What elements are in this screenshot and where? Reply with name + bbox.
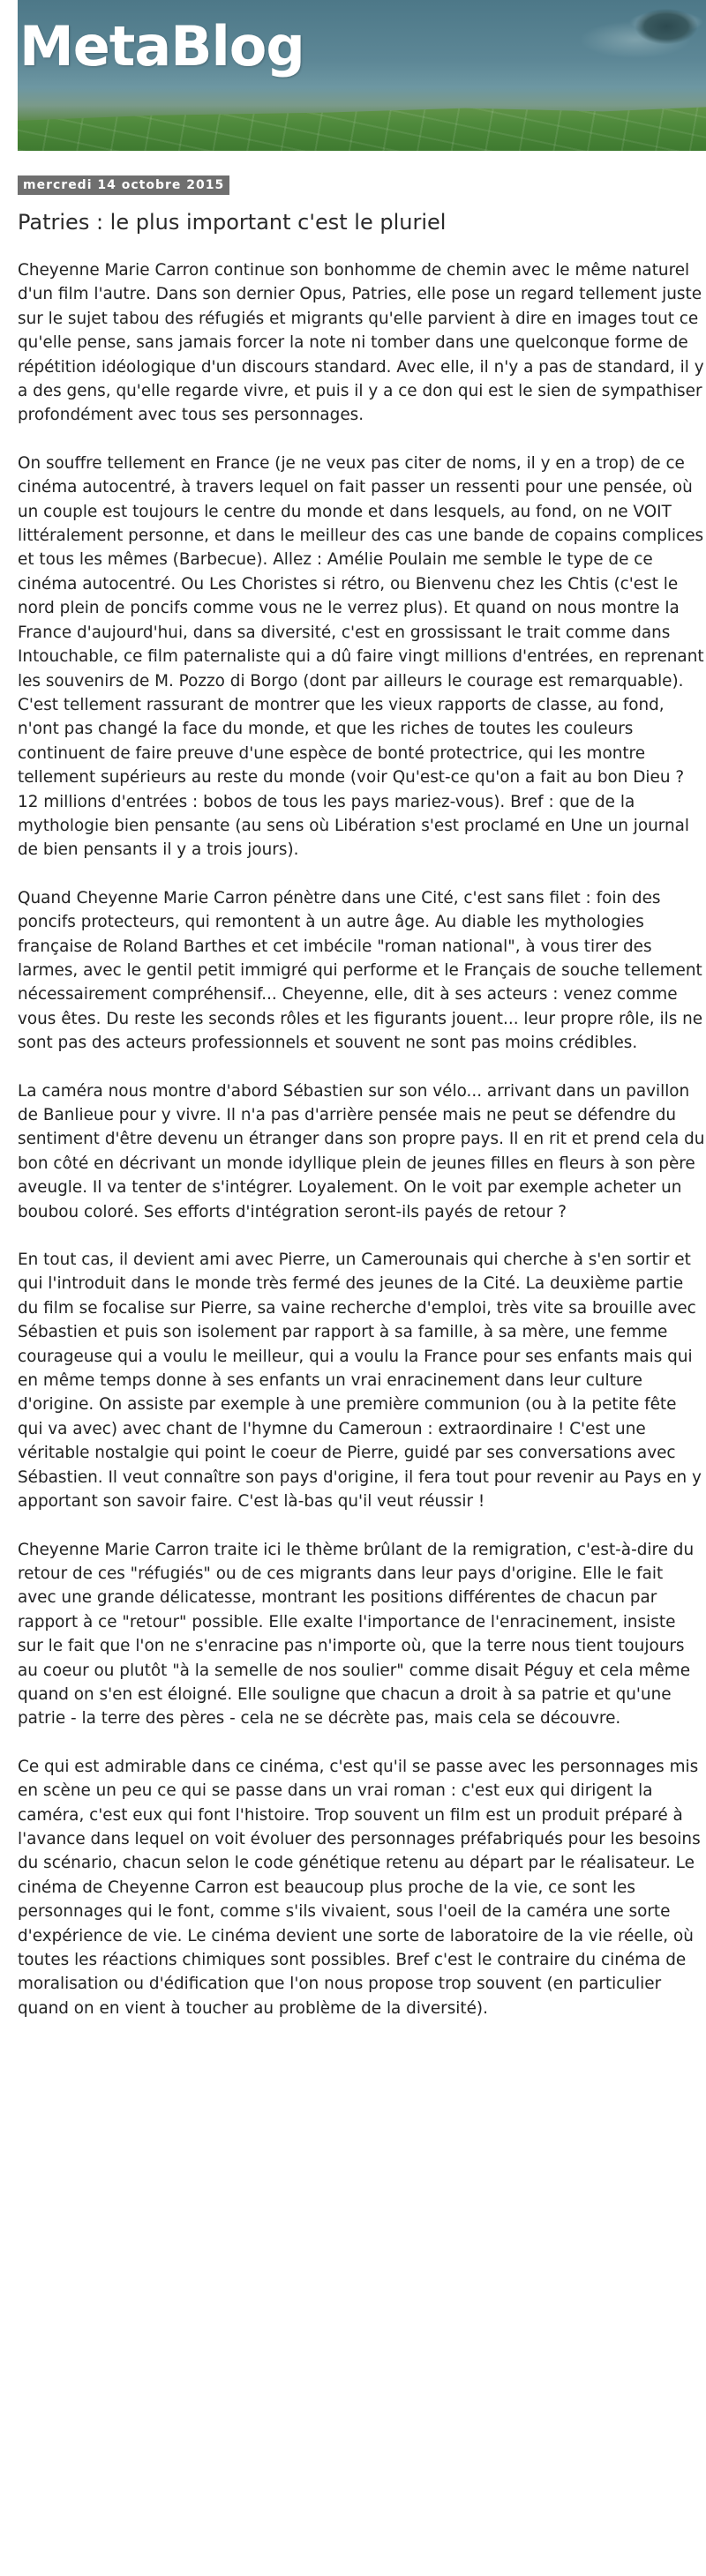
post-paragraph-3: Quand Cheyenne Marie Carron pénètre dans une Cité, c'est sans filet : foin des poncifs protecteurs, qui remontent à un autre âge. Au diable les mythologies française de Roland Barthes et cet imbécile "roman national", à vous tirer des larmes, avec le gentil petit immigré qui performe et le Français de souche tellement nécessairement compréhensif... Cheyenne, elle, dit à ses acteurs : venez comme vous êtes. Du reste les seconds rôles et les figurants jouent... leur propre rôle, ils ne sont pas des acteurs professionnels et souvent ne sont pas moins crédibles. [18, 888, 703, 1053]
blog-title[interactable]: MetaBlog [19, 14, 304, 78]
post-title[interactable]: Patries : le plus important c'est le pluriel [18, 210, 447, 235]
blog-header [18, 0, 706, 151]
header-banner-coast [18, 96, 706, 151]
post-paragraph-4: La caméra nous montre d'abord Sébastien sur son vélo... arrivant dans un pavillon de Banlieue pour y vivre. Il n'a pas d'arrière pensée mais ne peut se défendre du sentiment d'être devenu un étranger dans son propre pays. Il en rit et prend cela du bon côté en décrivant un monde idyllique plein de jeunes filles en fleurs à son père aveugle. Il va tenter de s'intégrer. Loyalement. On le voit par exemple acheter un boubou coloré. Ses efforts d'intégration seront-ils payés de retour ? [18, 1081, 705, 1221]
post-date-header: mercredi 14 octobre 2015 [18, 175, 229, 195]
header-banner-rocks [635, 9, 697, 44]
post-paragraph-7: Ce qui est admirable dans ce cinéma, c'est qu'il se passe avec les personnages mis en scène un peu ce qui se passe dans un vrai roman : c'est eux qui dirigent la caméra, c'est eux qui font l'histoire. Trop souvent un film est un produit préparé à l'avance dans lequel on voit évoluer des personnages préfabriqués pour les besoins du scénario, chacun selon le code génétique retenu au départ par le réalisateur. Le cinéma de Cheyenne Carron est beaucoup plus proche de la vie, ce sont les personnages qui le font, comme s'ils vivaient, sous l'oeil de la caméra une sorte d'expérience de vie. Le cinéma devient une sorte de laboratoire de la vie réelle, où toutes les réactions chimiques sont possibles. Bref c'est le contraire du cinéma de moralisation ou d'édification que l'on nous propose trop souvent (en particulier quand on en vient à toucher au problème de la diversité). [18, 1757, 701, 2018]
post-paragraph-5: En tout cas, il devient ami avec Pierre, un Camerounais qui cherche à s'en sortir et qui l'introduit dans le monde très fermé des jeunes de la Cité. La deuxième partie du film se focalise sur Pierre, sa vaine recherche d'emploi, très vite sa brouille avec Sébastien et puis son isolement par rapport à sa famille, à sa mère, une femme courageuse qui a voulu le meilleur, qui a voulu la France pour ses enfants mais qui en même temps donne à ses enfants un vrai enracinement dans leur culture d'origine. On assiste par exemple à une première communion (ou à la petite fête qui va avec) avec chant de l'hymne du Cameroun : extraordinaire ! C'est une véritable nostalgie qui point le coeur de Pierre, guidé par ses conversations avec Sébastien. Il veut connaître son pays d'origine, il fera tout pour revenir au Pays en y apportant son savoir faire. C'est là-bas qu'il veut réussir ! [18, 1251, 702, 1512]
post-paragraph-6: Cheyenne Marie Carron traite ici le thème brûlant de la remigration, c'est-à-dire du retour de ces "réfugiés" ou de ces migrants dans leur pays d'origine. Elle le fait avec une grande délicatesse, montrant les positions différentes de chacun par rapport à ce "retour" possible. Elle exalte l'importance de l'enracinement, insiste sur le fait que l'on ne s'enracine pas n'importe où, que la terre nous tient toujours au coeur ou plutôt "à la semelle de nos soulier" comme disait Péguy et cela même quand on s'en est éloigné. Elle souligne que chacun a droit à sa patrie et qu'une patrie - la terre des pères - cela ne se décrète pas, mais cela se découvre. [18, 1540, 695, 1729]
post-paragraph-1: Cheyenne Marie Carron continue son bonhomme de chemin avec le même naturel d'un film l'autre. Dans son dernier Opus, Patries, elle pose un regard tellement juste sur le sujet tabou des réfugiés et migrants qu'elle parvient à dire en images tout ce qu'elle pense, sans jamais forcer la note ni tomber dans une quelconque forme de répétition idéologique d'un discours standard. Avec elle, il n'y a pas de standard, il y a des gens, qu'elle regarde vivre, et puis il y a ce don qui est le sien de sympathiser profondément avec tous ses personnages. [18, 261, 704, 425]
post-paragraph-2: On souffre tellement en France (je ne veux pas citer de noms, il y en a trop) de ce cinéma autocentré, à travers lequel on fait passer un ressenti pour une pensée, où un couple est toujours le centre du monde et dans lesquels, au fond, on ne VOIT littéralement personne, et dans le meilleur des cas une bande de copains complices et tous les mêmes (Barbecue). Allez : Amélie Poulain me semble le type de ce cinéma autocentré. Ou Les Choristes si rétro, ou Bienvenu chez les Chtis (c'est le nord plein de poncifs comme vous ne le verrez plus). Et quand on nous montre la France d'aujourd'hui, dans sa diversité, c'est en grossissant le trait comme dans Intouchable, ce film paternaliste qui a dû faire vingt millions d'entrées, en reprenant les souvenirs de M. Pozzo di Borgo (dont par ailleurs le courage est remarquable). C'est tellement rassurant de montrer que les vieux rapports de classe, au fond, n'ont pas changé la face du monde, et que les riches de toutes les couleurs continuent de faire preuve d'une espèce de bonté protectrice, qui les montre tellement supérieurs au reste du monde (voir Qu'est-ce qu'on a fait au bon Dieu ? 12 millions d'entrées : bobos de tous les pays mariez-vous). Bref : que de la mythologie bien pensante (au sens où Libération s'est proclamé en Une un journal de bien pensants il y a trois jours). [18, 453, 704, 860]
post-body [18, 258, 706, 2044]
